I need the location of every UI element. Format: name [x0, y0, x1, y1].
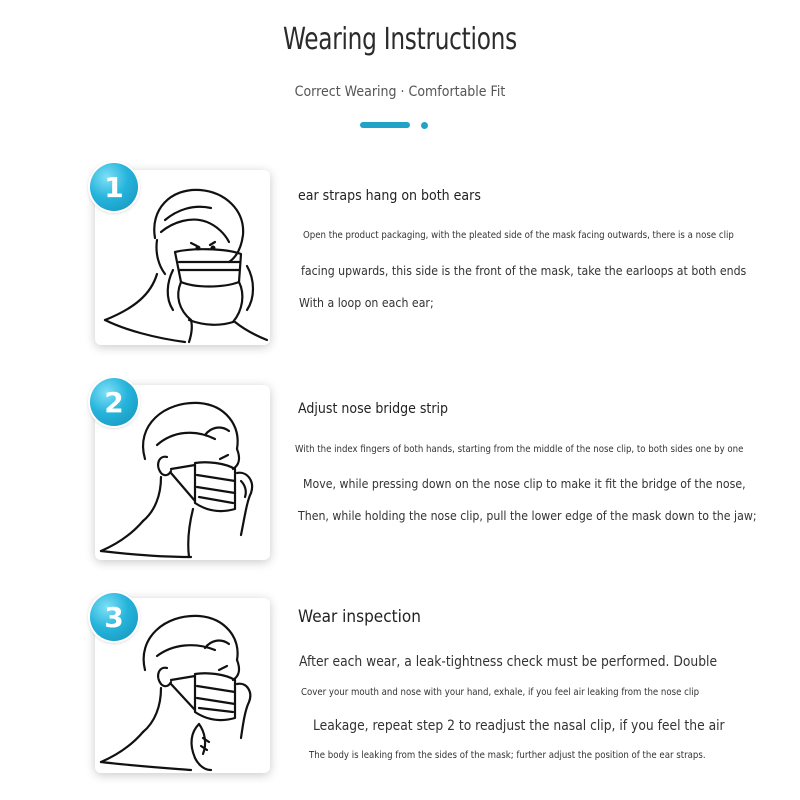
- step-3-heading: Wear inspection: [298, 607, 421, 627]
- step-3-line-3: Leakage, repeat step 2 to readjust the nasal clip, if you feel the air: [313, 718, 725, 734]
- page-title: Wearing Instructions: [283, 22, 517, 57]
- step-3-line-4: The body is leaking from the sides of the mask; further adjust the position of the ear straps.: [309, 750, 706, 761]
- step-1-line-2: facing upwards, this side is the front of the mask, take the earloops at both ends: [301, 263, 747, 278]
- step-1-heading: ear straps hang on both ears: [298, 188, 481, 204]
- step-2-line-2: Move, while pressing down on the nose clip to make it fit the bridge of the nose,: [303, 476, 746, 491]
- step-2-number-badge: 2: [90, 378, 138, 426]
- page-subtitle: Correct Wearing · Comfortable Fit: [294, 84, 506, 100]
- step-2-line-1: With the index fingers of both hands, starting from the middle of the nose clip, to both sides one by one: [295, 444, 744, 455]
- step-1-number-badge: 1: [90, 163, 138, 211]
- decorative-bar: [360, 122, 410, 128]
- step-2-heading: Adjust nose bridge strip: [298, 401, 449, 417]
- step-2-line-3: Then, while holding the nose clip, pull the lower edge of the mask down to the jaw;: [298, 508, 757, 523]
- step-3-line-1: After each wear, a leak-tightness check must be performed. Double: [299, 654, 718, 670]
- step-1-line-1: Open the product packaging, with the pleated side of the mask facing outwards, there is a nose clip: [303, 230, 734, 241]
- decorative-dot: [421, 122, 428, 129]
- step-3-number-badge: 3: [90, 593, 138, 641]
- step-1-line-3: With a loop on each ear;: [299, 295, 434, 310]
- step-3-line-2: Cover your mouth and nose with your hand, exhale, if you feel air leaking from the nose clip: [301, 687, 700, 698]
